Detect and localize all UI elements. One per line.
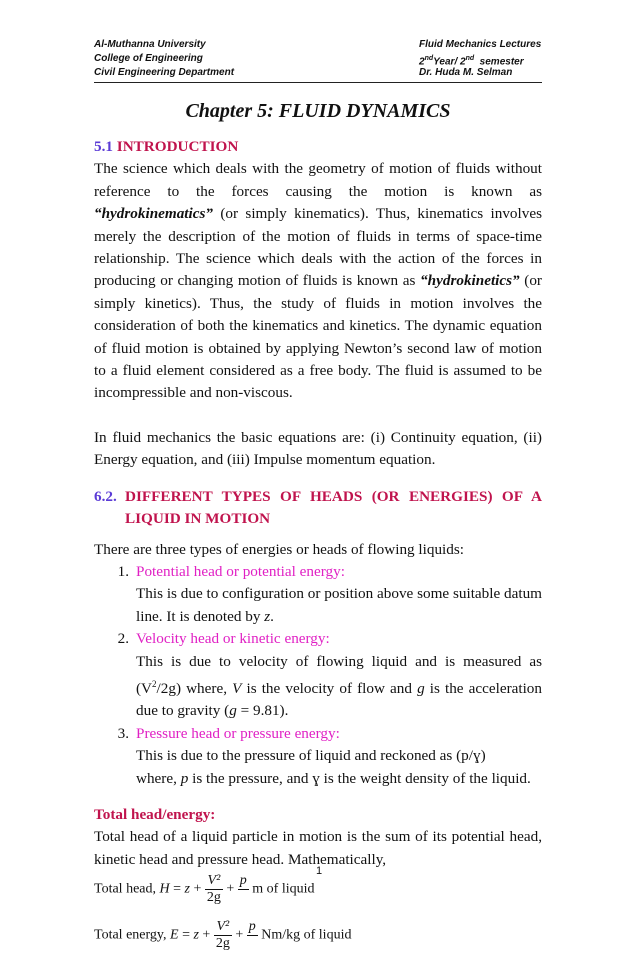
spacer (94, 790, 542, 804)
var-v: V (232, 680, 242, 697)
text: /2g) where, (156, 680, 233, 697)
basic-equations-paragraph: In fluid mechanics the basic equations are: (i) Continuity equation, (ii) Energy equation, and (iii) Impulse momentum equation. (94, 428, 542, 469)
section-title-line-1: DIFFERENT TYPES OF HEADS (OR ENERGIES) OF A (125, 487, 542, 505)
text: (or simply kinetics). Thus, the study of fluids in motion involves the consideration of both the kinematics and kinetics. The dynamic equation of fluid motion is obtained by applying Newton’s second law of motion to a fluid element considered as a free body. The fluid is assumed to be incompressible and non-viscous. (94, 272, 542, 402)
page-body (94, 98, 542, 963)
eq-label: Total energy, (94, 927, 170, 943)
header-author: Dr. Huda M. Selman (419, 67, 513, 78)
var-p: p (180, 769, 189, 787)
eq-sign: = (169, 881, 185, 897)
section-number: 6.2. (94, 487, 117, 505)
text: is the pressure, and ɣ is the weight density of the liquid. (188, 769, 531, 787)
item-text: This is due to the pressure of liquid and reckoned as (p/ɣ) (136, 747, 486, 765)
text: is the acceleration due to gravity ( (136, 680, 542, 720)
eq-sign: = (178, 927, 194, 943)
item-number: 2. (117, 630, 129, 648)
page-number: 1 (315, 865, 323, 877)
item-text (136, 768, 542, 790)
heads-lead: There are three types of energies or heads of flowing liquids: (94, 540, 465, 558)
term-hydrokinetics: “hydrokinetics” (420, 272, 520, 290)
text: is the velocity of flow and (241, 680, 418, 697)
eq-p: p (248, 919, 256, 935)
total-head-paragraph: Total head of a liquid particle in motion is the sum of its potential head, kinetic head and pressure head. Mathematically, (94, 828, 542, 868)
eq-denominator: 2g (215, 936, 230, 952)
header-course: Fluid Mechanics Lectures (419, 39, 542, 50)
total-head-heading: Total head/energy: (94, 806, 216, 824)
spacer (94, 472, 542, 486)
text: . (270, 607, 274, 625)
var-g: g (417, 680, 425, 697)
eq-numerator: V² (205, 873, 223, 890)
sem-sup: nd (465, 55, 475, 62)
section-title-line-2: LIQUID IN MOTION (125, 510, 271, 528)
item-title: Pressure head or pressure energy: (136, 724, 340, 742)
equation-total-head (94, 873, 542, 917)
item-text (136, 583, 542, 628)
section-heads-heading (94, 486, 542, 531)
section-number: 5.1 (94, 138, 113, 155)
text: where, (136, 769, 181, 787)
text: = 9.81). (236, 702, 289, 720)
header-right (419, 38, 541, 80)
header-university: Al-Muthanna University (94, 39, 206, 50)
eq-z: z (184, 881, 190, 897)
superscript: 2 (152, 678, 157, 689)
eq-plus: + (222, 881, 238, 897)
eq-plus: + (231, 927, 247, 943)
item-content (136, 561, 542, 628)
eq-unit: m of liquid (248, 881, 315, 897)
year-text: Year/ 2 (433, 56, 466, 68)
text: This is due to velocity of flowing liquid and is measured as (V (136, 652, 542, 697)
eq-plus: + (198, 927, 214, 943)
item-title: Velocity head or kinetic energy: (136, 630, 330, 648)
eq-var: H (159, 881, 170, 897)
year-num: 2 (419, 56, 425, 68)
list-item (94, 561, 542, 628)
header-year-semester (419, 52, 541, 66)
text: This is due to configuration or position above some suitable datum line. It is denoted by (136, 585, 542, 625)
list-item (94, 628, 542, 723)
header-left (94, 38, 234, 80)
heads-list (94, 561, 542, 790)
heading-line-2 (94, 508, 542, 530)
equation-total-energy (94, 919, 542, 963)
item-content (136, 628, 542, 723)
eq-z: z (193, 927, 199, 943)
chapter-title: Chapter 5: FLUID DYNAMICS (185, 100, 451, 122)
sem-text: semester (474, 56, 524, 68)
year-sup: nd (424, 55, 434, 62)
var-g: g (229, 702, 237, 720)
eq-fraction (214, 919, 232, 952)
heading-line-1 (94, 486, 542, 508)
item-title: Potential head or potential energy: (136, 562, 345, 580)
eq-label: Total head, (94, 881, 160, 897)
intro-paragraph (94, 158, 542, 404)
eq-p: p (239, 873, 247, 889)
text: (or simply kinematics). Thus, kinematics involves merely the description of the motion of fluids in terms of space-time relationship. The science which deals with the action of the forces in producing or changing motion of fluids is known as (94, 205, 542, 290)
eq-pressure-term (247, 919, 258, 952)
eq-unit: Nm/kg of liquid (257, 927, 352, 943)
var-z: z (264, 607, 271, 625)
header-rule (94, 82, 542, 83)
spacer (94, 405, 542, 427)
item-number: 1. (117, 562, 129, 580)
eq-plus: + (189, 881, 205, 897)
section-title: INTRODUCTION (116, 138, 239, 155)
header-college: College of Engineering (94, 53, 203, 64)
item-number: 3. (117, 724, 129, 742)
section-intro-heading (94, 136, 542, 158)
item-content (136, 723, 542, 790)
eq-pressure-term (238, 873, 249, 906)
eq-denominator: 2g (206, 890, 221, 906)
item-text (136, 651, 542, 723)
text: The science which deals with the geometry of motion of fluids without reference to the forces causing the motion is known as (94, 160, 542, 200)
header-department: Civil Engineering Department (94, 67, 235, 78)
eq-fraction (205, 873, 223, 906)
term-hydrokinematics: “hydrokinematics” (94, 205, 213, 223)
eq-numerator: V² (214, 919, 232, 936)
eq-var: E (170, 927, 179, 943)
spacer (94, 531, 542, 539)
list-item (94, 723, 542, 790)
